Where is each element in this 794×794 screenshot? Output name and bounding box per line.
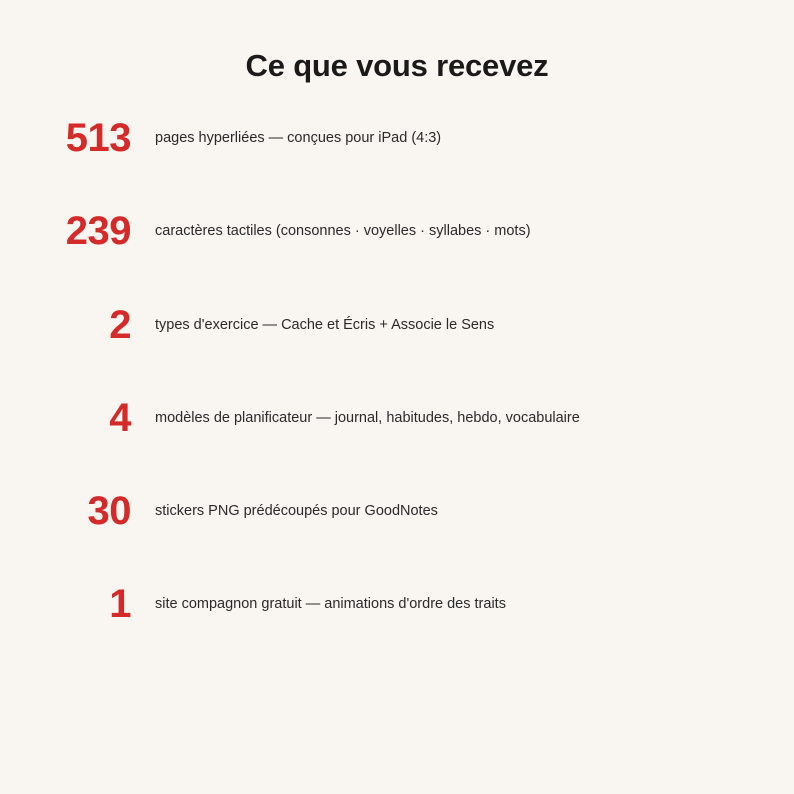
stat-number: 4 — [109, 395, 131, 440]
stat-row-characters — [0, 197, 794, 290]
stat-number: 30 — [87, 489, 131, 534]
stat-number: 513 — [65, 116, 131, 160]
stat-number: 1 — [109, 582, 131, 627]
stat-row-stickers — [0, 477, 794, 570]
stats-list — [0, 104, 794, 664]
stat-label: site compagnon gratuit — animations d'ordre des traits — [155, 596, 506, 613]
stat-label: types d'exercice — Cache et Écris + Associe le Sens — [155, 316, 495, 333]
stat-row-exercise-types — [0, 291, 794, 384]
stat-row-companion-site — [0, 570, 794, 663]
stat-row-pages — [0, 104, 794, 197]
stat-row-planner-templates — [0, 384, 794, 477]
stat-label: stickers PNG prédécoupés pour GoodNotes — [155, 503, 438, 520]
stat-number: 2 — [109, 302, 131, 347]
page-title: Ce que vous recevez — [245, 48, 549, 83]
stat-label: pages hyperliées — conçues pour iPad (4:3) — [155, 130, 442, 146]
stat-label: modèles de planificateur — journal, habitudes, hebdo, vocabulaire — [155, 409, 580, 426]
stat-label: caractères tactiles (consonnes · voyelles · syllabes · mots) — [155, 223, 531, 240]
stat-number: 239 — [65, 209, 131, 254]
